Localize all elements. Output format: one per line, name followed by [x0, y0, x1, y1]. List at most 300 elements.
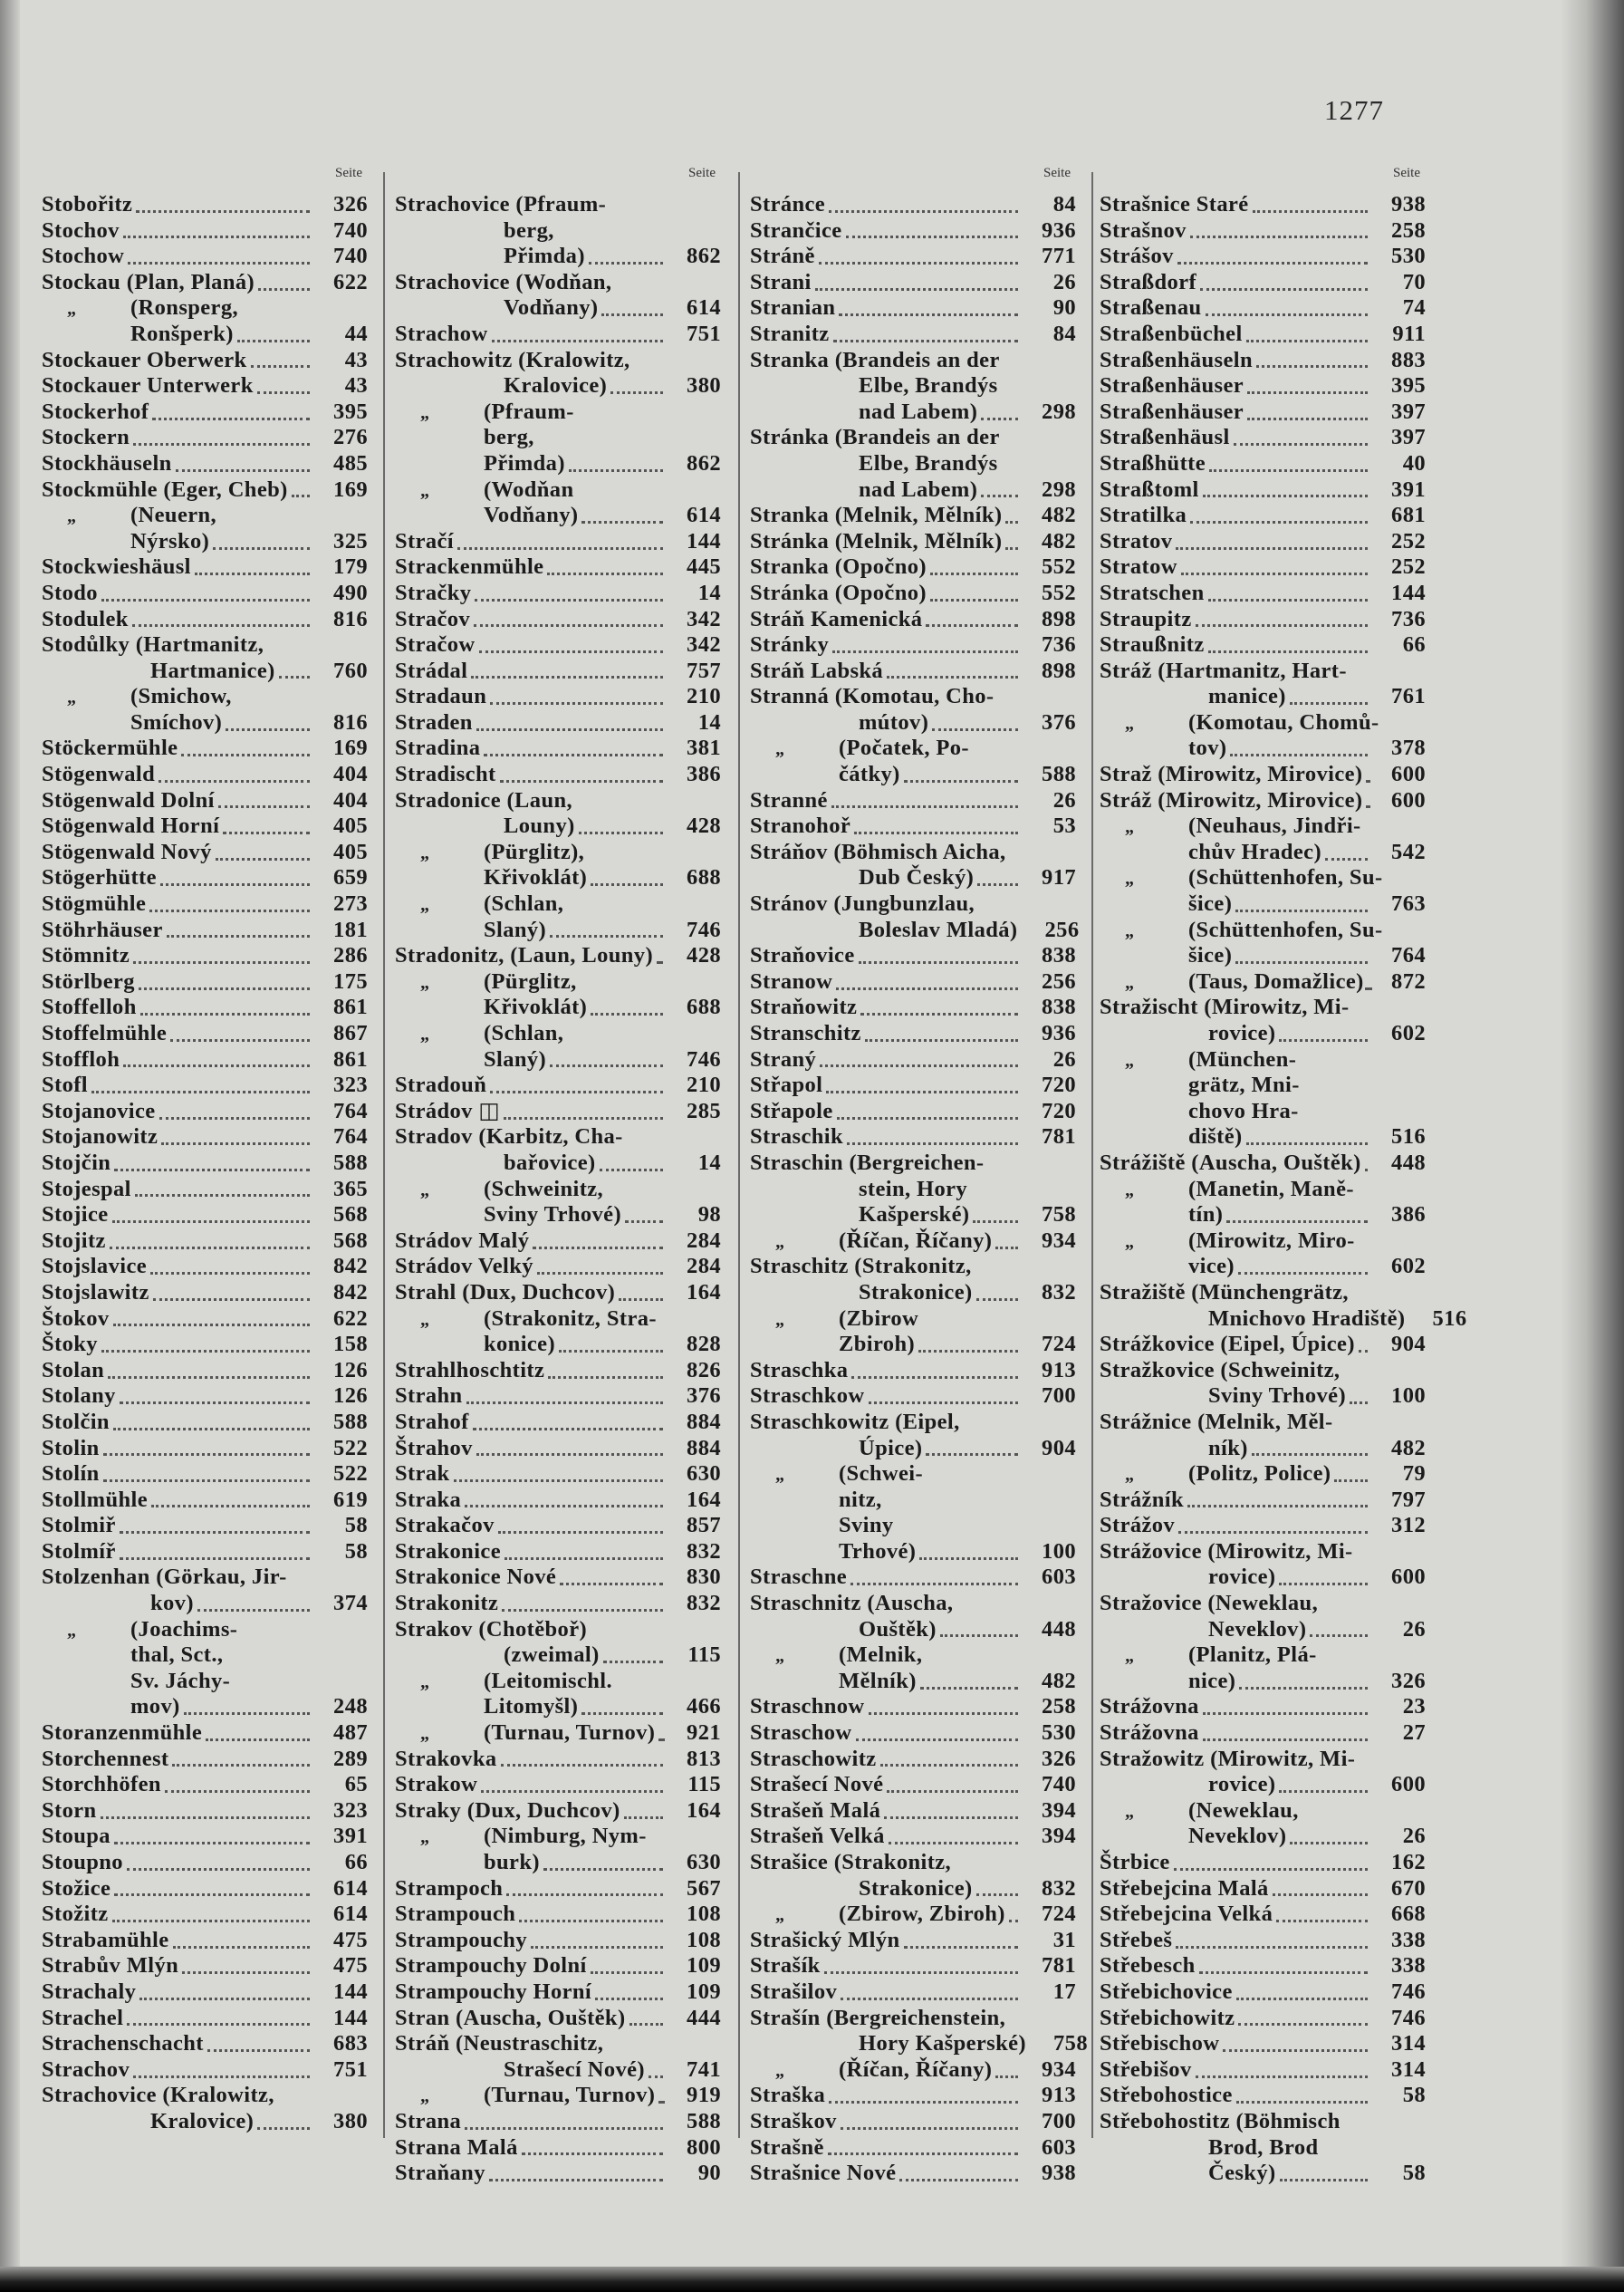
- index-entry: [1100, 1539, 1426, 1591]
- page-reference: 838: [1042, 943, 1076, 968]
- index-line: [1100, 1591, 1426, 1617]
- index-entry: [750, 1772, 1076, 1798]
- index-line: [395, 322, 721, 348]
- entry-name: Stratov: [1100, 528, 1173, 554]
- entry-name: Straßhütte: [1100, 450, 1206, 476]
- index-entry: [42, 1202, 368, 1228]
- dot-leader: [595, 1998, 663, 2000]
- index-line: [395, 1202, 721, 1228]
- dot-leader: [1239, 1687, 1368, 1690]
- index-line: [750, 581, 1076, 607]
- index-line: [395, 1332, 721, 1358]
- index-line: [42, 865, 368, 891]
- index-line: [1100, 762, 1426, 788]
- entry-name: (Neuhaus, Jindři-: [1188, 814, 1361, 839]
- index-line: [1100, 400, 1426, 426]
- dot-leader: [471, 676, 663, 679]
- page-reference: 826: [687, 1357, 721, 1382]
- index-line: [1100, 1850, 1426, 1876]
- dot-leader: [856, 1738, 1019, 1741]
- dot-leader: [601, 313, 663, 316]
- index-entry: [1100, 1332, 1426, 1358]
- index-line: [1100, 1410, 1426, 1436]
- dot-leader: [139, 1998, 310, 2000]
- index-entry: [1100, 192, 1426, 218]
- entry-name: Stranná (Komotau, Cho-: [750, 684, 995, 709]
- index-entry: [395, 762, 721, 788]
- entry-name: Stockern: [42, 425, 130, 450]
- page-reference: 917: [1042, 865, 1076, 891]
- index-entry: [42, 1383, 368, 1410]
- index-entry: [750, 632, 1076, 659]
- index-line: [750, 1747, 1076, 1773]
- dot-leader: [150, 1272, 310, 1275]
- index-line: [750, 373, 1076, 400]
- index-line: [750, 1177, 1076, 1203]
- index-line: [750, 1332, 1076, 1358]
- index-line: [395, 2006, 721, 2032]
- index-line: [1100, 2031, 1426, 2057]
- dot-leader: [977, 883, 1018, 886]
- index-line: [395, 1539, 721, 1565]
- ditto-mark: „: [1125, 1231, 1135, 1252]
- entry-continuation: šice): [1188, 943, 1233, 968]
- entry-name: Stráž (Mirowitz, Mirovice): [1100, 787, 1363, 813]
- page-reference: 683: [333, 2031, 368, 2056]
- index-entry: [42, 1073, 368, 1099]
- dot-leader: [976, 1893, 1018, 1896]
- index-line: [750, 270, 1076, 296]
- entry-name: (Turnau, Turnov): [484, 2083, 656, 2108]
- dot-leader: [140, 1013, 310, 1016]
- page-reference: 688: [687, 865, 721, 891]
- entry-continuation: Sviny: [839, 1513, 894, 1538]
- index-entry: [395, 554, 721, 581]
- entry-name: Strana: [395, 2108, 462, 2133]
- entry-name: Strakovka: [395, 1746, 497, 1771]
- entry-continuation: Křivoklát): [484, 995, 588, 1020]
- index-entry: [42, 1254, 368, 1280]
- index-entry: [42, 943, 368, 969]
- entry-name: Stoffloh: [42, 1046, 120, 1072]
- index-line: [750, 400, 1076, 426]
- dot-leader: [600, 1169, 663, 1171]
- entry-name: Strašnov: [1100, 217, 1187, 243]
- index-line: [395, 1124, 721, 1151]
- page-reference: 258: [1391, 217, 1426, 243]
- index-line: [395, 736, 721, 762]
- index-line: [42, 943, 368, 969]
- index-entry: [395, 684, 721, 710]
- entry-name: Stranné: [750, 787, 828, 813]
- entry-name: Straßenau: [1100, 295, 1202, 321]
- page-reference: 428: [687, 943, 721, 968]
- index-line: [42, 1513, 368, 1539]
- index-entry: [395, 1720, 721, 1747]
- dot-leader: [466, 1401, 663, 1404]
- dot-leader: [841, 1998, 1018, 2000]
- index-line: [395, 244, 721, 270]
- entry-name: Strašice (Strakonitz,: [750, 1850, 952, 1874]
- ditto-mark: „: [420, 895, 430, 916]
- ditto-mark: „: [1125, 1180, 1135, 1200]
- dot-leader: [114, 1893, 310, 1896]
- dot-leader: [851, 1376, 1018, 1379]
- page-reference: 298: [1042, 477, 1076, 502]
- entry-name: Straschnitz (Auscha,: [750, 1591, 954, 1616]
- entry-name: Strádal: [395, 658, 468, 683]
- index-line: [1100, 425, 1426, 451]
- page-reference: 289: [333, 1746, 368, 1771]
- index-line: [395, 295, 721, 322]
- entry-name: Stradouň: [395, 1073, 487, 1098]
- index-line: [42, 1953, 368, 1979]
- entry-name: Střebejcina Malá: [1100, 1875, 1269, 1901]
- index-entry: [1100, 295, 1426, 322]
- index-line: [395, 943, 721, 969]
- dot-leader: [474, 624, 663, 627]
- dot-leader: [522, 2152, 663, 2155]
- index-line: [395, 814, 721, 840]
- entry-name: (Schüttenhofen, Su-: [1188, 865, 1383, 891]
- entry-name: Stochov: [42, 217, 120, 243]
- scan-edge-left: [0, 0, 20, 2292]
- dot-leader: [489, 2179, 663, 2181]
- dot-leader: [543, 1868, 663, 1871]
- entry-name: Stöhrhäuser: [42, 917, 163, 942]
- ditto-mark: „: [775, 2060, 785, 2081]
- page-reference: 758: [1042, 1202, 1076, 1228]
- entry-name: (Melnik,: [839, 1642, 923, 1668]
- index-line: [750, 607, 1076, 633]
- entry-name: Střapole: [750, 1098, 833, 1123]
- dot-leader: [165, 1790, 310, 1793]
- index-entry: [750, 2083, 1076, 2109]
- page-reference: 720: [1042, 1073, 1076, 1098]
- entry-name: Stražischt (Mirowitz, Mi-: [1100, 995, 1350, 1020]
- entry-name: Stögenwald Horní: [42, 814, 220, 839]
- page-reference: 588: [333, 1409, 368, 1434]
- index-line: [1100, 710, 1426, 737]
- entry-name: Storn: [42, 1797, 97, 1823]
- index-entry: [1100, 2031, 1426, 2057]
- index-line: [42, 918, 368, 944]
- entry-continuation: konice): [484, 1332, 556, 1357]
- index-entry: [42, 503, 368, 554]
- index-entry: [750, 1099, 1076, 1125]
- index-line: [395, 529, 721, 555]
- page-reference: 252: [1391, 528, 1426, 554]
- page-reference: 600: [1391, 762, 1426, 787]
- page-reference: 391: [333, 1824, 368, 1849]
- entry-continuation: burk): [484, 1850, 540, 1874]
- index-line: [750, 1539, 1076, 1565]
- column-header-seite: Seite: [688, 166, 716, 180]
- page-reference: 913: [1042, 2083, 1076, 2108]
- dot-leader: [1246, 340, 1368, 342]
- index-entry: [750, 1073, 1076, 1099]
- dot-leader: [839, 313, 1018, 316]
- dot-leader: [136, 210, 310, 213]
- entry-continuation: chovo Hra-: [1188, 1098, 1299, 1123]
- dot-leader: [569, 469, 663, 472]
- index-entry: [42, 554, 368, 581]
- entry-name: Střebejcina Velká: [1100, 1902, 1273, 1927]
- index-line: [1100, 943, 1426, 969]
- column-header-seite: Seite: [335, 166, 362, 180]
- index-line: [750, 1358, 1076, 1384]
- page-reference: 816: [333, 709, 368, 735]
- page-reference: 861: [333, 995, 368, 1020]
- ditto-mark: „: [1125, 1050, 1135, 1071]
- dot-leader: [1203, 1712, 1368, 1715]
- page-reference: 630: [687, 1850, 721, 1874]
- index-line: [750, 736, 1076, 762]
- index-line: [42, 503, 368, 529]
- index-entry: [395, 1254, 721, 1280]
- entry-name: Strachov: [42, 2056, 130, 2082]
- entry-continuation: Hartmanice): [150, 658, 275, 683]
- index-entry: [750, 1151, 1076, 1228]
- index-entry: [42, 1720, 368, 1747]
- page-reference: 751: [333, 2056, 368, 2082]
- dot-leader: [1206, 313, 1368, 316]
- entry-name: Střebišov: [1100, 2056, 1192, 2082]
- entry-name: Stöckermühle: [42, 736, 178, 761]
- index-column-2: [395, 159, 721, 2187]
- index-line: [395, 607, 721, 633]
- index-line: [1100, 2083, 1426, 2109]
- entry-name: (Zbirow: [839, 1305, 919, 1331]
- page-reference: 700: [1042, 2108, 1076, 2133]
- entry-continuation: Kašperské): [859, 1202, 970, 1228]
- index-entry: [1100, 1694, 1426, 1720]
- dot-leader: [226, 728, 310, 731]
- page-reference: 162: [1391, 1850, 1426, 1874]
- ditto-mark: „: [420, 843, 430, 863]
- page-reference: 27: [1402, 1720, 1426, 1746]
- index-line: [1100, 1953, 1426, 1979]
- dot-leader: [113, 1428, 310, 1430]
- index-entry: [1100, 581, 1426, 607]
- page-reference: 724: [1042, 1902, 1076, 1927]
- ditto-mark: „: [67, 506, 77, 527]
- entry-name: Strampoch: [395, 1875, 504, 1901]
- index-entry: [1100, 270, 1426, 296]
- index-entry: [395, 891, 721, 943]
- index-line: [395, 1591, 721, 1617]
- index-entry: [42, 1488, 368, 1514]
- index-line: [1100, 1358, 1426, 1384]
- index-entry: [750, 2005, 1088, 2057]
- index-line: [750, 1488, 1076, 1514]
- page-reference: 746: [1391, 1979, 1426, 2004]
- index-line: [750, 192, 1076, 218]
- entry-name: Střapol: [750, 1073, 823, 1098]
- dot-leader: [251, 365, 310, 368]
- index-line: [750, 943, 1076, 969]
- page-reference: 285: [687, 1098, 721, 1123]
- entry-continuation: stein, Hory: [859, 1176, 968, 1201]
- page-reference: 31: [1052, 1927, 1076, 1952]
- entry-continuation: tov): [1188, 736, 1227, 761]
- index-line: [395, 1617, 721, 1643]
- dot-leader: [869, 1401, 1018, 1404]
- dot-leader: [153, 1298, 310, 1301]
- page-reference: 490: [333, 580, 368, 605]
- index-line: [395, 1151, 721, 1177]
- dot-leader: [1226, 1220, 1368, 1223]
- entry-name: Strašilov: [750, 1979, 838, 2004]
- dot-leader: [91, 1091, 310, 1093]
- entry-name: Stockauer Unterwerk: [42, 373, 254, 399]
- entry-name: Stolzenhan (Görkau, Jir-: [42, 1565, 287, 1590]
- entry-name: Storchhöfen: [42, 1772, 161, 1797]
- entry-name: Strachaly: [42, 1979, 137, 2004]
- entry-name: Strašík: [750, 1953, 821, 1979]
- dot-leader: [865, 1039, 1018, 1042]
- page-reference: 66: [344, 1850, 368, 1874]
- dot-leader: [110, 1247, 310, 1249]
- index-entry: [750, 192, 1076, 218]
- index-line: [750, 814, 1076, 840]
- dot-leader: [1009, 1920, 1018, 1922]
- dot-leader: [899, 2179, 1018, 2181]
- index-entry: [1100, 1591, 1426, 1642]
- entry-name: (München-: [1188, 1046, 1297, 1072]
- index-entry: [42, 840, 368, 866]
- index-entry: [395, 632, 721, 659]
- page-reference: 210: [687, 684, 721, 709]
- dot-leader: [1350, 1401, 1368, 1404]
- index-line: [750, 1254, 1076, 1280]
- entry-name: Stolmiř: [42, 1513, 116, 1538]
- dot-leader: [160, 883, 310, 886]
- dot-leader: [887, 1790, 1018, 1793]
- entry-name: Stoffelmühle: [42, 1021, 168, 1045]
- index-line: [395, 1383, 721, 1410]
- entry-name: Stražowitz (Mirowitz, Mi-: [1100, 1746, 1356, 1771]
- ditto-mark: „: [775, 1646, 785, 1667]
- index-entry: [42, 1979, 368, 2006]
- dot-leader: [519, 1920, 663, 1922]
- index-line: [42, 373, 368, 400]
- page-reference: 394: [1042, 1797, 1076, 1823]
- index-entry: [750, 1358, 1076, 1384]
- ditto-mark: „: [1125, 869, 1135, 890]
- page-reference: 828: [687, 1332, 721, 1357]
- index-line: [750, 1021, 1076, 1047]
- entry-name: Strachovice (Kralowitz,: [42, 2083, 274, 2108]
- index-entry: [750, 218, 1076, 245]
- index-entry: [750, 554, 1076, 581]
- entry-name: (Ronsperg,: [130, 295, 239, 321]
- index-line: [1100, 1305, 1467, 1333]
- entry-name: Strážovice (Mirowitz, Mi-: [1100, 1538, 1353, 1564]
- entry-name: Stračky: [395, 580, 472, 605]
- dot-leader: [581, 521, 663, 524]
- entry-name: Stránov (Jungbunzlau,: [750, 891, 975, 917]
- index-line: [395, 1306, 721, 1333]
- entry-name: Stranka (Opočno): [750, 554, 927, 580]
- index-line: [1100, 736, 1426, 762]
- index-line: [42, 1591, 368, 1617]
- page-reference: 326: [333, 192, 368, 217]
- page-reference: 14: [697, 580, 721, 605]
- ditto-mark: „: [420, 1724, 430, 1745]
- index-line: [750, 1306, 1076, 1333]
- dot-leader: [207, 2049, 310, 2052]
- page-reference: 126: [333, 1383, 368, 1409]
- page-reference: 700: [1042, 1383, 1076, 1409]
- page-reference: 397: [1391, 425, 1426, 450]
- entry-continuation: Přimda): [484, 450, 565, 476]
- index-entry: [750, 1798, 1076, 1825]
- entry-name: Stráň Labská: [750, 658, 884, 683]
- index-line: [1100, 1151, 1426, 1177]
- page-reference: 405: [333, 839, 368, 864]
- entry-name: Storanzenmühle: [42, 1720, 203, 1746]
- entry-name: Stranohoř: [750, 814, 851, 839]
- index-entry: [42, 1177, 368, 1203]
- page-reference: 781: [1042, 1953, 1076, 1979]
- index-entry: [395, 1747, 721, 1773]
- entry-continuation: Neveklov): [1188, 1824, 1287, 1849]
- page-reference: 934: [1042, 2056, 1076, 2082]
- page-reference: 115: [687, 1642, 721, 1668]
- entry-continuation: (zweimal): [504, 1642, 600, 1668]
- page-reference: 386: [687, 762, 721, 787]
- index-line: [1100, 788, 1426, 814]
- index-line: [42, 1850, 368, 1876]
- index-line: [750, 1073, 1076, 1099]
- dot-leader: [550, 935, 663, 938]
- index-line: [750, 1436, 1076, 1462]
- index-entry: [750, 244, 1076, 270]
- index-line: [1100, 1565, 1426, 1591]
- index-line: [750, 891, 1076, 918]
- index-line: [395, 1953, 721, 1979]
- index-line: [395, 1228, 721, 1255]
- entry-name: Stoupa: [42, 1824, 111, 1849]
- dot-leader: [548, 1376, 663, 1379]
- index-entry: [1100, 400, 1426, 426]
- index-entry: [42, 814, 368, 840]
- index-line: [750, 1047, 1076, 1074]
- entry-name: Straka: [395, 1487, 462, 1512]
- dot-leader: [195, 573, 310, 575]
- index-entry: [750, 1306, 1076, 1358]
- index-line: [750, 1979, 1076, 2006]
- index-entry: [750, 1383, 1076, 1410]
- page-reference: 314: [1391, 2031, 1426, 2056]
- entry-continuation: Boleslav Mladá): [859, 917, 1018, 942]
- ditto-mark: „: [775, 1309, 785, 1330]
- entry-name: Stranschitz: [750, 1021, 861, 1045]
- page-reference: 144: [1391, 580, 1426, 605]
- dot-leader: [1238, 2023, 1368, 2026]
- dot-leader: [114, 1169, 310, 1171]
- index-entry: [1100, 1850, 1426, 1876]
- dot-leader: [481, 1790, 663, 1793]
- entry-name: Straschkow: [750, 1383, 865, 1409]
- index-entry: [1100, 659, 1426, 710]
- entry-name: (Neweklau,: [1188, 1797, 1299, 1823]
- index-line: [395, 762, 721, 788]
- dot-leader: [832, 650, 1018, 653]
- index-entry: [42, 1902, 368, 1928]
- index-line: [395, 1254, 721, 1280]
